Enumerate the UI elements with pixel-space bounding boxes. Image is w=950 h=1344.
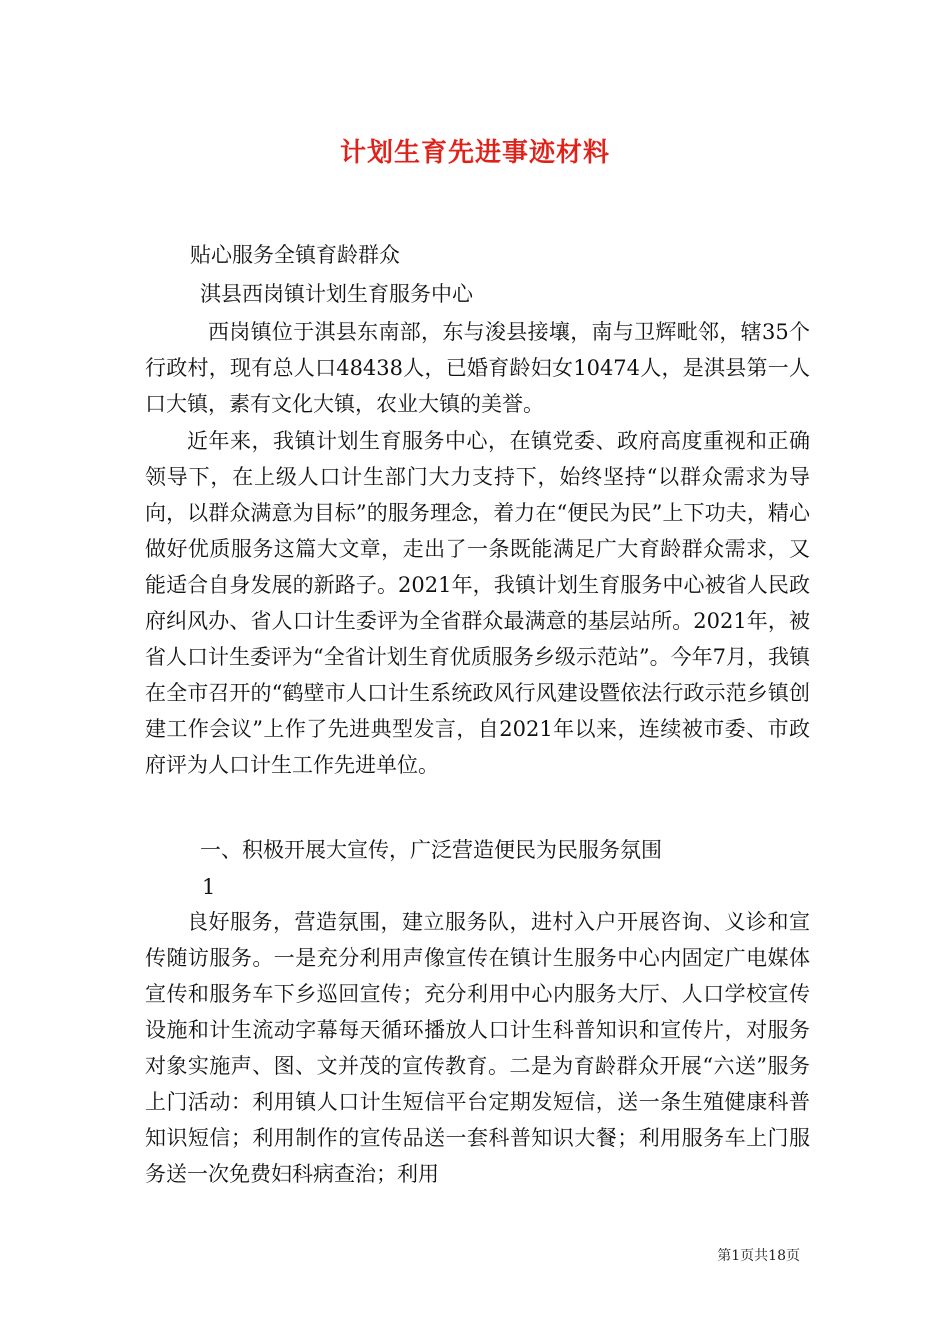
section-number: 1 (202, 875, 216, 899)
organization-name: 淇县西岗镇计划生育服务中心 (200, 282, 473, 306)
paragraph-section-one: 良好服务，营造氛围，建立服务队，进村入户开展咨询、义诊和宣传随访服务。一是充分利用声像宣传在镇计生服务中心内固定广电媒体宣传和服务车下乡巡回宣传；充分利用中心内服务大厅、人口学校宣传设施和计生流动字幕每天循环播放人口计生科普知识和宣传片，对服务对象实施声、图、文并茂的宣传教育。二是为育龄群众开展“六送”服务上门活动：利用镇人口计生短信平台定期发短信，送一条生殖健康科普知识短信；利用制作的宣传品送一套科普知识大餐；利用服务车上门服务送一次免费妇科病查治；利用 (145, 910, 810, 1186)
page-footer: 第1页共18页 (717, 1248, 800, 1264)
section-heading: 一、积极开展大宣传，广泛营造便民为民服务氛围 (200, 838, 662, 862)
document-title: 计划生育先进事迹材料 (339, 138, 610, 168)
paragraph-achievements: 近年来，我镇计划生育服务中心，在镇党委、政府高度重视和正确领导下，在上级人口计生部门大力支持下，始终坚持“以群众需求为导向，以群众满意为目标”的服务理念，着力在“便民为民”上下功夫，精心做好优质服务这篇大文章，走出了一条既能满足广大育龄群众需求，又能适合自身发展的新路子。2021年，我镇计划生育服务中心被省人民政府纠风办、省人口计生委评为全省群众最满意的基层站所。2021年，被省人口计生委评为“全省计划生育优质服务乡级示范站”。今年7月，我镇在全市召开的“鹤壁市人口计生系统政风行风建设暨依法行政示范乡镇创建工作会议”上作了先进典型发言，自2021年以来，连续被市委、市政府评为人口计生工作先进单位。 (145, 429, 810, 777)
document-subtitle: 贴心服务全镇育龄群众 (190, 243, 400, 267)
paragraph-intro: 西岗镇位于淇县东南部，东与浚县接壤，南与卫辉毗邻，辖35个行政村，现有总人口48438人，已婚育龄妇女10474人，是淇县第一人口大镇，素有文化大镇，农业大镇的美誉。 (145, 320, 810, 416)
